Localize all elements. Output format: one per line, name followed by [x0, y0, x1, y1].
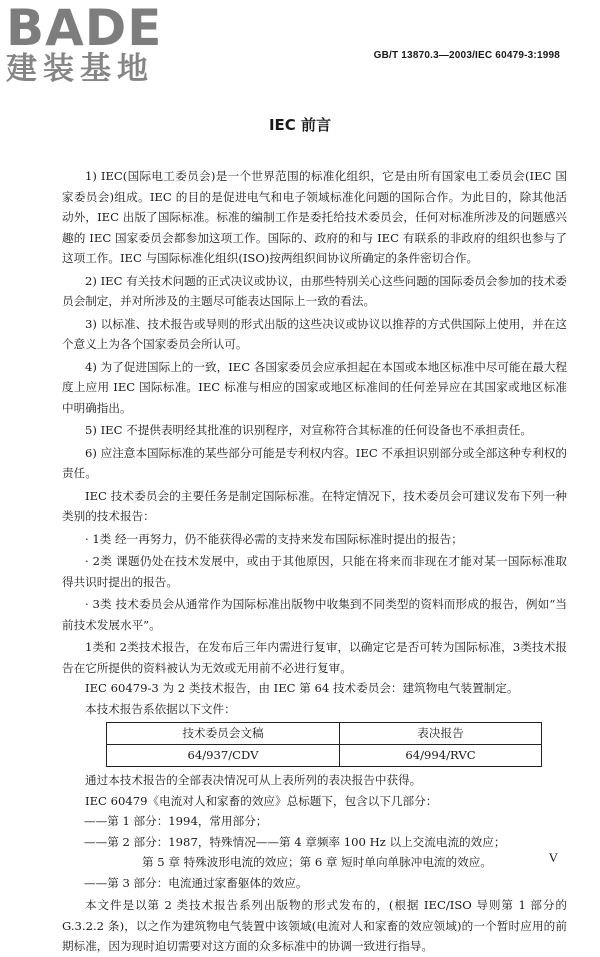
tc-tasks-paragraph: IEC 技术委员会的主要任务是制定国际标准。在特定情况下，技术委员会可建议发布下列一种类别的技术报告： [62, 488, 567, 523]
logo-subtitle: 建装基地 [6, 51, 154, 87]
closing-paragraph: 本文件是以第 2 类技术报告系列出版物的形式发布的，(根据 IEC/ISO 导则第 1 部分的 G.3.2.2 条)，以之作为建筑物电气装置中该领域(电流对人和家畜的效应领域)的一个暂时应用的前期标准，因为现时迫切需要对这方面的众多标准中的协调一致进行指导。 [62, 898, 567, 953]
paragraph-6: 6) 应注意本国际标准的某些部分可能是专利权内容。IEC 不承担识别部分或全部这种专利权的责任。 [62, 445, 567, 480]
page-number: V [548, 850, 558, 865]
paragraph-5: 5) IEC 不提供表明经其批准的识别程序，对宣称符合其标准的任何设备也不承担责任。 [85, 423, 532, 437]
table-cell: 64/937/CDV [107, 745, 340, 767]
basis-paragraph: 本技术报告系依据以下文件： [85, 701, 236, 716]
document-body [62, 166, 567, 957]
paragraph-1: 1) IEC(国际电工委员会)是一个世界范围的标准化组织，它是由所有国家电工委员会(IEC 国家委员会)组成。IEC 的目的是促进电气和电子领域标准化问题的国际合作。为此目的，除其他活动外，IEC 出版了国际标准。标准的编制工作是委托给技术委员会，任何对标准所涉及的问题感兴趣的 IEC 国家委员会都参加这项工作。国际的、政府的和与 IEC 有联系的非政府的组织也参与了这项工作。IEC 与国际标准化组织(ISO)按两组织间协议所确定的条件密切合作。 [62, 169, 567, 265]
paragraph-2: 2) IEC 有关技术问题的正式决议或协议，由那些特别关心这些问题的国际委员会参加的技术委员会制定，并对所涉及的主题尽可能表达国际上一致的看法。 [62, 273, 567, 308]
list-item: ——第 2 部分：1987，特殊情况——第 4 章频率 100 Hz 以上交流电流的效应； [84, 834, 506, 849]
list-item: ——第 3 部分：电流通过家畜躯体的效应。 [84, 875, 308, 890]
report-type-2: · 2类 课题仍处在技术发展中，或由于其他原因，只能在将来而非现在才能对某一国际标准取得共识时提出的报告。 [62, 554, 567, 589]
list-item: ——第 1 部分：1994，常用部分； [84, 814, 268, 828]
table-header-cell: 表决报告 [339, 723, 541, 745]
table-header-row [107, 723, 542, 745]
origin-paragraph: IEC 60479-3 为 2 类技术报告，由 IEC 第 64 技术委员会：建筑物电气装置制定。 [85, 681, 519, 695]
voting-note: 通过本技术报告的全部表决情况可从上表所列的表决报告中获得。 [85, 773, 422, 787]
page-title: IEC 前言 [268, 116, 332, 134]
paragraph-4: 4) 为了促进国际上的一致，IEC 各国家委员会应承担起在本国或本地区标准中尽可能在最大程度上应用 IEC 国际标准。IEC 标准与相应的国家或地区标准间的任何差异应在其国家或地区标准中明确指出。 [62, 359, 567, 415]
table-row [107, 745, 542, 767]
paragraph-3: 3) 以标准、技术报告或导则的形式出版的这些决议或协议以推荐的方式供国际上使用，并在这个意义上为各个国家委员会所认可。 [62, 316, 567, 351]
logo-wordmark: BADE [6, 0, 163, 57]
report-type-1: · 1类 经一再努力，仍不能获得必需的支持来发布国际标准时提出的报告； [85, 531, 463, 546]
series-intro: IEC 60479《电流对人和家畜的效应》总标题下，包含以下几部分： [85, 793, 438, 808]
voting-table [106, 722, 542, 767]
parts-list [62, 811, 567, 893]
report-type-3: · 3类 技术委员会从通常作为国际标准出版物中收集到不同类型的资料而形成的报告，例如“当前技术发展水平”。 [62, 597, 567, 632]
standard-code: GB/T 13870.3—2003/IEC 60479-3:1998 [373, 50, 560, 61]
brand-logo [6, 2, 178, 86]
list-item: 第 5 章 特殊波形电流的效应；第 6 章 短时单向单脉冲电流的效应。 [142, 855, 492, 869]
table-cell: 64/994/RVC [339, 745, 541, 767]
review-paragraph: 1类和 2类技术报告，在发布后三年内需进行复审，以确定它是否可转为国际标准，3类技术报告在它所提供的资料被认为无效或无用前不必进行复审。 [62, 640, 567, 675]
table-header-cell: 技术委员会文稿 [107, 723, 340, 745]
